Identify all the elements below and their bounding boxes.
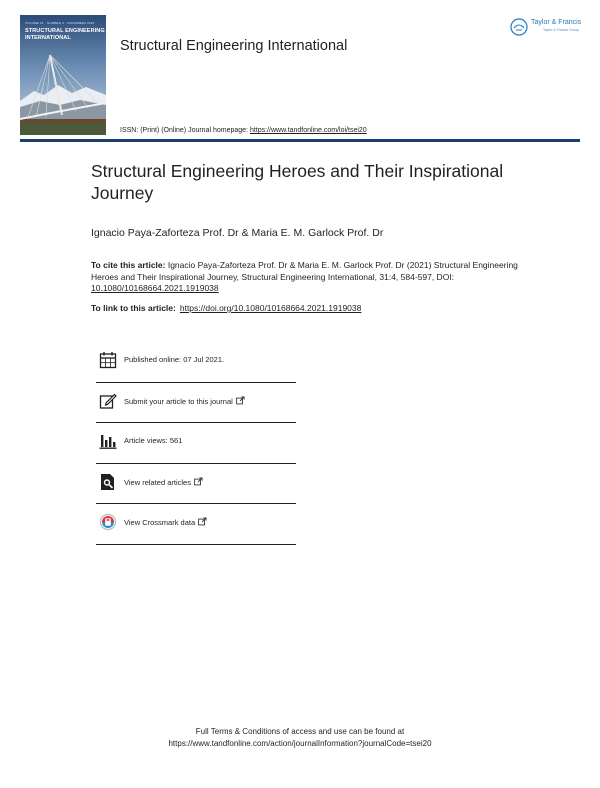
citation-block [91,260,531,295]
related-articles-icon [99,473,117,491]
crossmark-text[interactable] [124,517,207,527]
publisher-logo-icon [510,18,528,36]
article-views-text: Article views: 561 [124,436,183,445]
submit-article-label: Submit your article to this journal [124,396,233,406]
issn-line [120,127,367,134]
published-date-row [96,342,296,383]
terms-url-link[interactable]: https://www.tandfonline.com/action/journalInformation?journalCode=tsei20 [168,739,432,748]
issn-text: ISSN: (Print) (Online) Journal homepage: [120,127,250,134]
external-link-icon [236,396,245,405]
publisher-logo[interactable] [510,17,585,39]
article-actions [96,342,296,545]
article-doi-link[interactable]: https://doi.org/10.1080/10168664.2021.1919038 [179,303,362,313]
published-date-text: Published online: 07 Jul 2021. [124,355,225,364]
submit-article-text[interactable] [124,396,245,406]
journal-name: Structural Engineering International [120,38,348,54]
citation-text: Ignacio Paya-Zaforteza Prof. Dr & Maria E. M. Garlock Prof. Dr (2021) Structural Engineering Heroes and Their Inspirational Journey, Structural Engineering International, 31:4, 584-597, DOI: [91,260,518,282]
calendar-icon [99,351,117,369]
submit-article-row[interactable] [96,383,296,424]
citation-label: To cite this article: [91,260,166,270]
terms-footer [0,726,600,750]
article-views-row [96,423,296,464]
related-articles-label: View related articles [124,477,191,487]
publisher-name: Taylor & Francis [531,19,582,26]
crossmark-row[interactable] [96,504,296,545]
journal-homepage-link[interactable]: https://www.tandfonline.com/loi/tsei20 [249,127,367,134]
article-link-label: To link to this article: [91,303,176,313]
cover-title: STRUCTURAL ENGINEERING INTERNATIONAL [25,28,105,41]
related-articles-row[interactable] [96,464,296,505]
crossmark-label: View Crossmark data [124,518,196,527]
external-link-icon [194,477,203,486]
article-authors: Ignacio Paya-Zaforteza Prof. Dr & Maria E. M. Garlock Prof. Dr [91,227,384,239]
article-link-block [91,303,361,313]
crossmark-icon [99,513,117,531]
journal-cover [20,15,106,135]
related-articles-text[interactable] [124,477,203,487]
header-rule [20,139,580,142]
article-title: Structural Engineering Heroes and Their Inspirational Journey [91,161,504,203]
external-link-icon [198,517,207,526]
terms-line: Full Terms & Conditions of access and use can be found at [195,727,405,736]
publisher-subtitle: Taylor & Francis Group [543,28,579,32]
bar-chart-icon [99,432,117,450]
citation-doi-link[interactable]: 10.1080/10168664.2021.1919038 [91,283,219,293]
edit-icon [99,392,117,410]
cover-issue-text: VOLUME 31 · NUMBER 4 · NOVEMBER 2021 [25,21,95,25]
